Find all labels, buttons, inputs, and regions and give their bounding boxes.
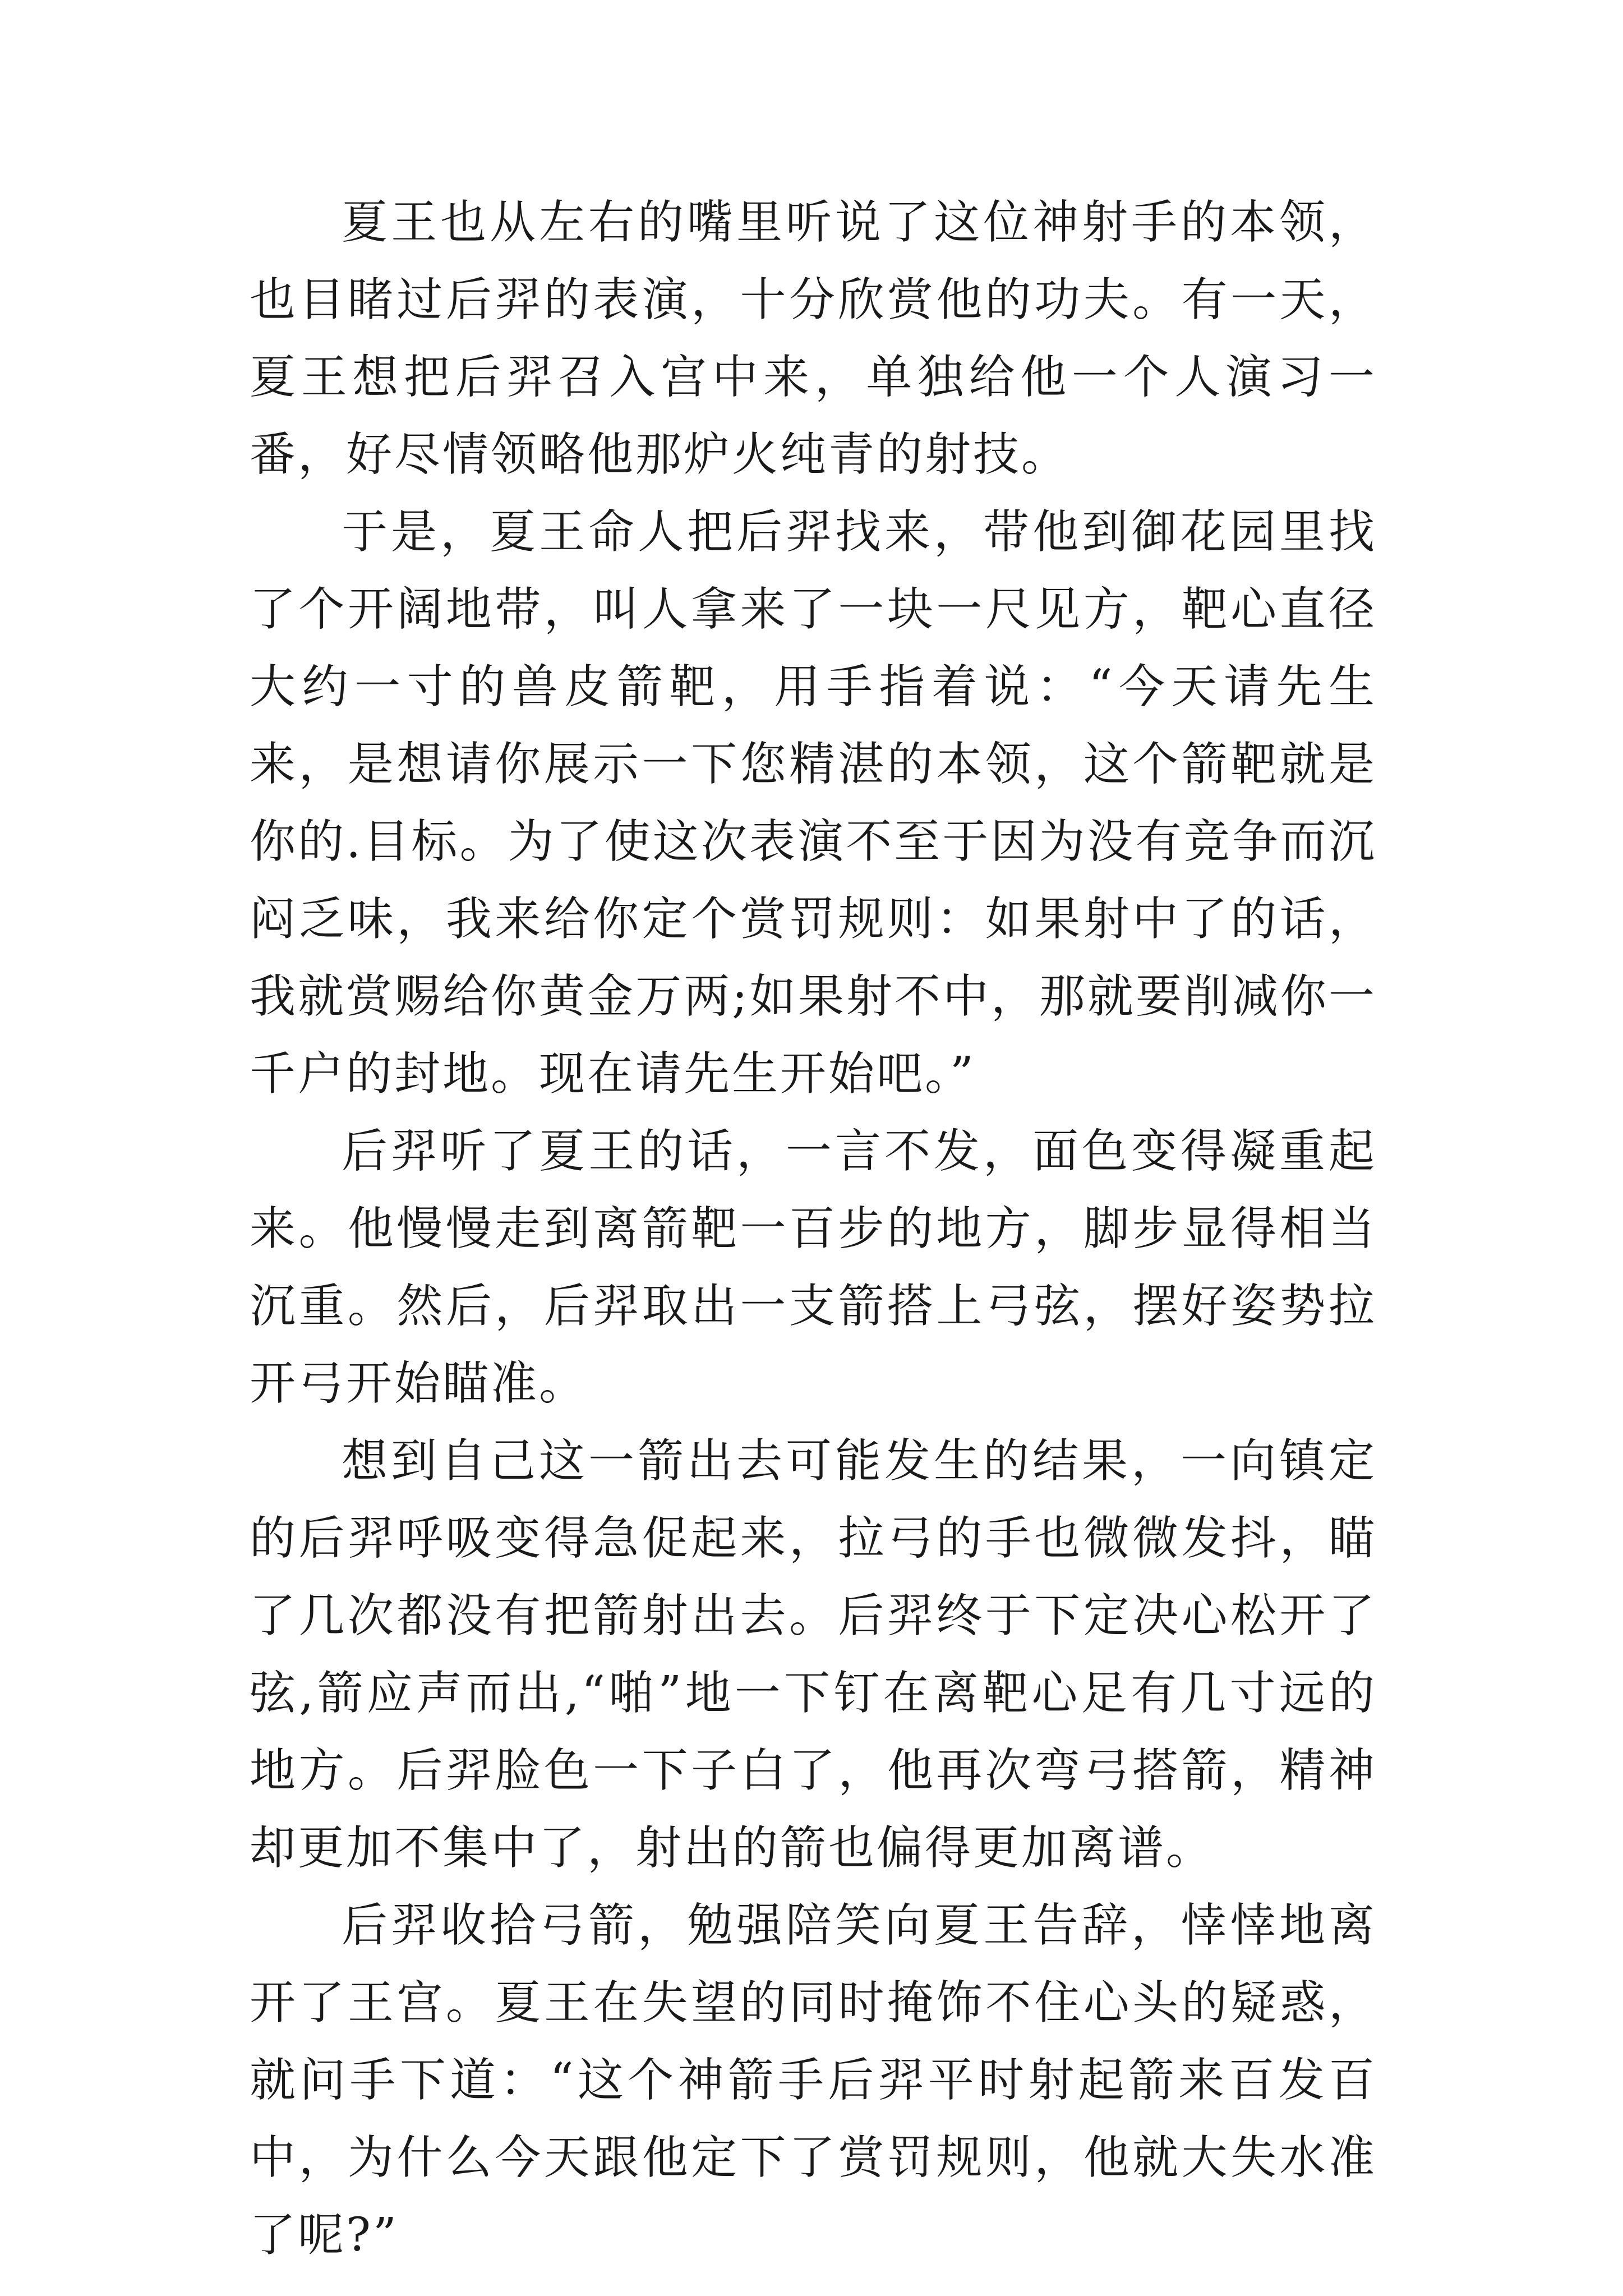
paragraph-5: 后羿收拾弓箭，勉强陪笑向夏王告辞，悻悻地离开了王宫。夏王在失望的同时掩饰不住心头的疑惑，就问手下道：“这个神箭手后羿平时射起箭来百发百中，为什么今天跟他定下了赏罚规则，他就大失水准了呢?”: [250, 1899, 1377, 2262]
document-body: [250, 184, 1377, 2274]
paragraph-1: 夏王也从左右的嘴里听说了这位神射手的本领，也目睹过后羿的表演，十分欣赏他的功夫。有一天，夏王想把后羿召入宫中来，单独给他一个人演习一番，好尽情领略他那炉火纯青的射技。: [250, 196, 1377, 481]
paragraph-2: 于是，夏王命人把后羿找来，带他到御花园里找了个开阔地带，叫人拿来了一块一尺见方，靶心直径大约一寸的兽皮箭靶，用手指着说：“今天请先生来，是想请你展示一下您精湛的本领，这个箭靶就是你的.目标。为了使这次表演不至于因为没有竞争而沉闷乏味，我来给你定个赏罚规则：如果射中了的话，我就赏赐给你黄金万两;如果射不中，那就要削减你一千户的封地。现在请先生开始吧。”: [250, 505, 1377, 1101]
paragraph-4: 想到自己这一箭出去可能发生的结果，一向镇定的后羿呼吸变得急促起来，拉弓的手也微微发抖，瞄了几次都没有把箭射出去。后羿终于下定决心松开了弦,箭应声而出,“啪”地一下钉在离靶心足有几寸远的地方。后羿脸色一下子白了，他再次弯弓搭箭，精神却更加不集中了，射出的箭也偏得更加离谱。: [250, 1434, 1377, 1875]
paragraph-3: 后羿听了夏王的话，一言不发，面色变得凝重起来。他慢慢走到离箭靶一百步的地方，脚步显得相当沉重。然后，后羿取出一支箭搭上弓弦，摆好姿势拉开弓开始瞄准。: [250, 1125, 1377, 1410]
